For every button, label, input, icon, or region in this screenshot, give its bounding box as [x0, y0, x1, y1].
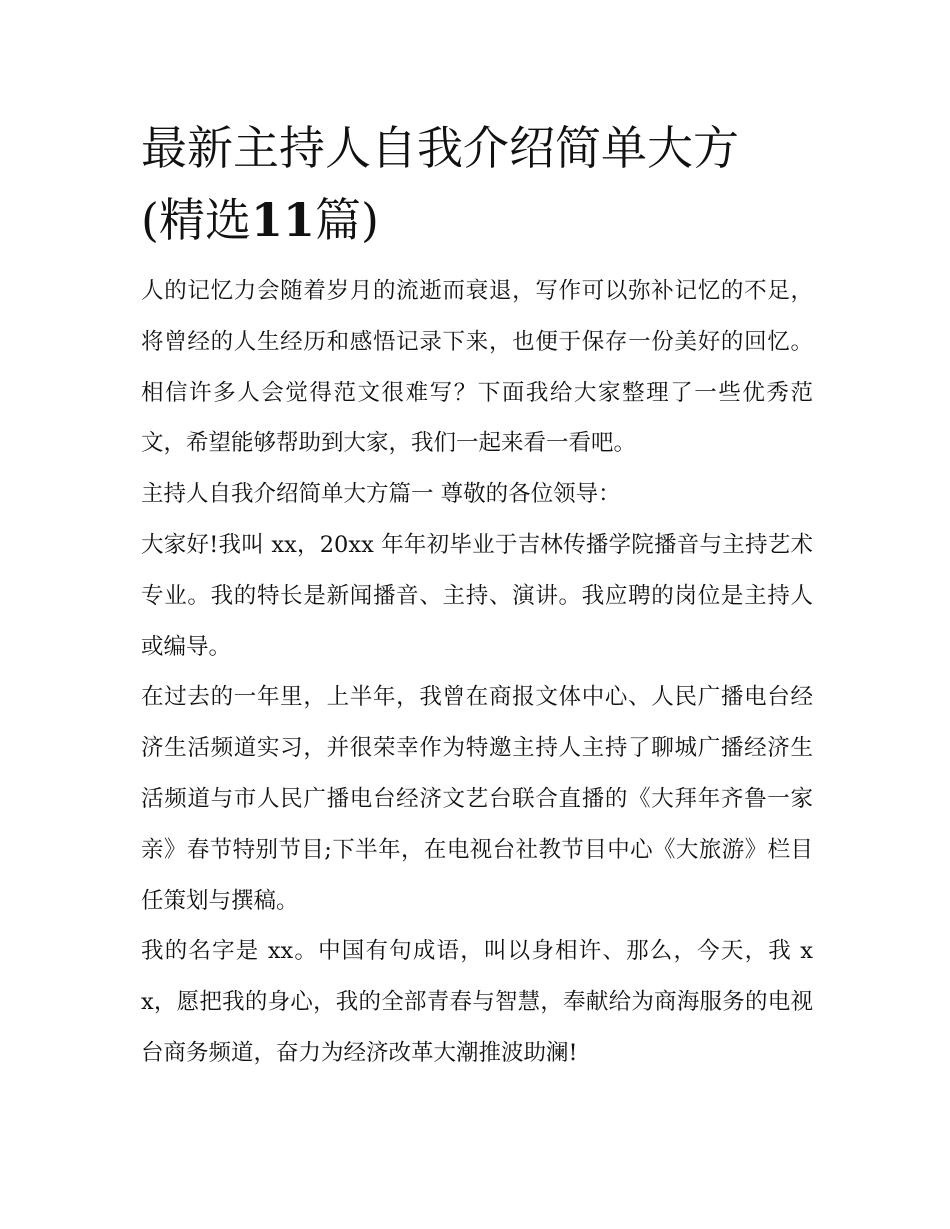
document-content: [141, 112, 813, 1079]
paragraph-intro: 人的记忆力会随着岁月的流逝而衰退，写作可以弥补记忆的不足，将曾经的人生经历和感悟记录下来，也便于保存一份美好的回忆。相信许多人会觉得范文很难写？下面我给大家整理了一些优秀范文，希望能够帮助到大家，我们一起来看一看吧。: [141, 278, 813, 457]
paragraph-experience: 在过去的一年里，上半年，我曾在商报文体中心、人民广播电台经济生活频道实习，并很荣幸作为特邀主持人主持了聊城广播经济生活频道与市人民广播电台经济文艺台联合直播的《大拜年齐鲁一家亲》春节特别节目;下半年，在电视台社教节目中心《大旅游》栏目任策划与撰稿。: [141, 684, 813, 914]
paragraph-section-heading: 主持人自我介绍简单大方篇一 尊敬的各位领导：: [141, 481, 621, 508]
title-number: 11: [250, 193, 315, 247]
title-line-1: 最新主持人自我介绍简单大方: [141, 121, 739, 175]
paragraph-closing: 我的名字是 xx。中国有句成语，叫以身相许、那么，今天，我 xx，愿把我的身心，我的全部青春与智慧，奉献给为商海服务的电视台商务频道，奋力为经济改革大潮推波助澜!: [141, 938, 813, 1066]
title-prefix: (精选: [141, 193, 251, 247]
paragraph-greeting: 大家好!我叫 xx，20xx 年年初毕业于吉林传播学院播音与主持艺术专业。我的特长是新闻播音、主持、演讲。我应聘的岗位是主持人或编导。: [141, 531, 813, 660]
title-line-2: [141, 184, 813, 256]
document-title: [141, 112, 813, 256]
title-suffix: 篇): [314, 193, 379, 247]
document-body: [141, 266, 813, 1079]
